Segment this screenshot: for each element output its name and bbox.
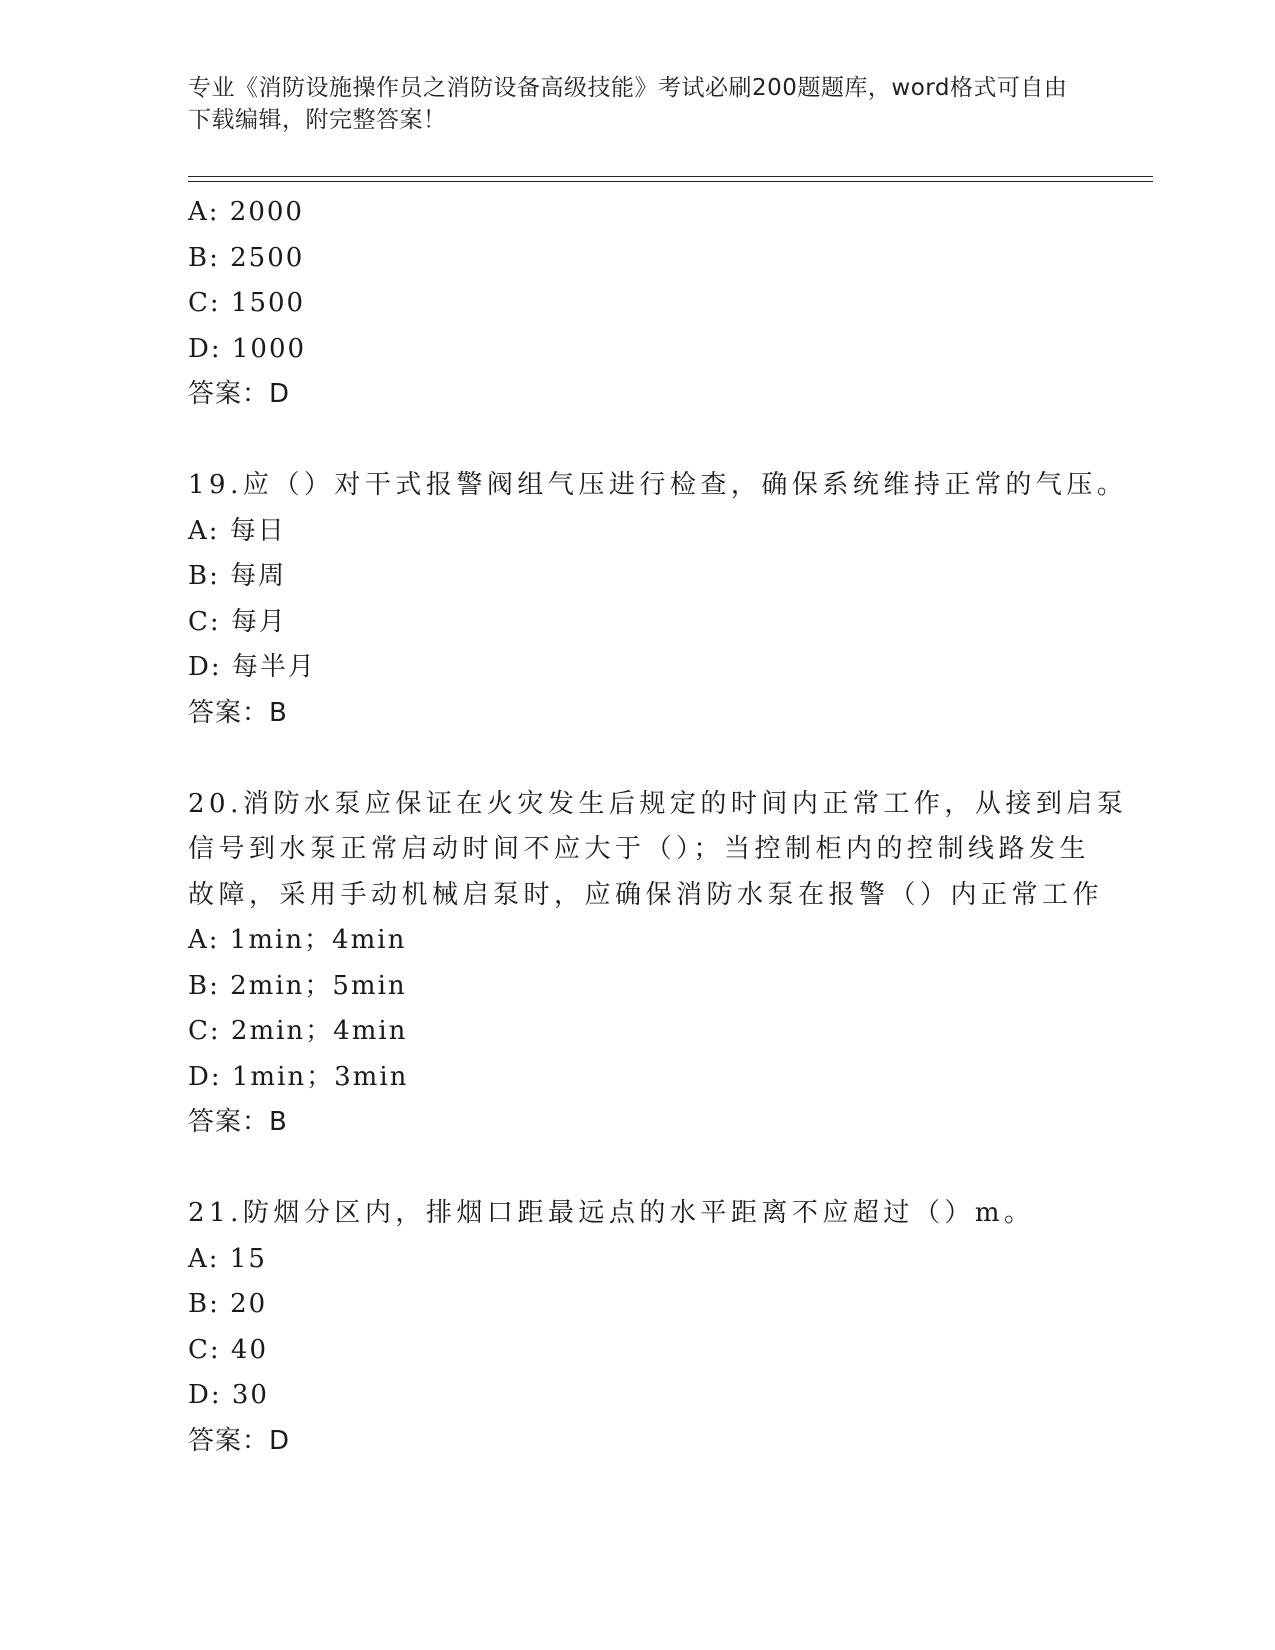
option-a: A: 1min；4min: [188, 925, 407, 955]
option-b: B: 2500: [188, 242, 305, 273]
question-stem-line-2: 信号到水泵正常启动时间不应大于（）；当控制柜内的控制线路发生: [188, 834, 1091, 864]
spacer: [188, 418, 1088, 464]
option-a: A: 每日: [188, 515, 286, 546]
option-b: B: 2min；5min: [188, 970, 407, 1001]
answer: 答案：D: [188, 379, 291, 409]
spacer: [188, 1146, 1088, 1192]
option-b: B: 20: [188, 1289, 268, 1319]
option-c: C: 40: [188, 1334, 269, 1365]
question-stem-line-3: 故障，采用手动机械启泵时，应确保消防水泵在报警（）内正常工作: [188, 879, 1104, 910]
question-18: [188, 190, 1088, 418]
spacer: [188, 736, 1088, 782]
option-a: A: 15: [188, 1243, 267, 1274]
answer: 答案：B: [188, 1107, 288, 1137]
option-a: A: 2000: [188, 197, 304, 227]
question-21: [188, 1191, 1088, 1464]
question-stem: 19.应（）对干式报警阀组气压进行检查，确保系统维持正常的气压。: [188, 470, 1128, 500]
option-c: C: 每月: [188, 606, 287, 637]
header-divider-top: [188, 176, 1153, 177]
question-stem-line-1: 20.消防水泵应保证在火灾发生后规定的时间内正常工作，从接到启泵: [188, 788, 1128, 819]
option-d: D: 30: [188, 1380, 269, 1410]
question-20: [188, 782, 1128, 1146]
question-list: [188, 190, 1128, 1464]
answer: 答案：B: [188, 697, 288, 728]
answer: 答案：D: [188, 1425, 291, 1456]
option-c: C: 1500: [188, 288, 306, 318]
question-19: [188, 463, 1128, 736]
option-d: D: 每半月: [188, 652, 316, 682]
option-d: D: 1000: [188, 333, 307, 364]
question-stem: 21.防烟分区内，排烟口距最远点的水平距离不应超过（）m。: [188, 1198, 1035, 1228]
document-title: 专业《消防设施操作员之消防设备高级技能》考试必刷200题题库，word格式可自由下载编辑，附完整答案！: [188, 75, 1068, 133]
option-c: C: 2min；4min: [188, 1016, 408, 1046]
option-d: D: 1min；3min: [188, 1061, 409, 1092]
option-b: B: 每周: [188, 561, 287, 591]
header-divider-bottom: [188, 181, 1153, 182]
